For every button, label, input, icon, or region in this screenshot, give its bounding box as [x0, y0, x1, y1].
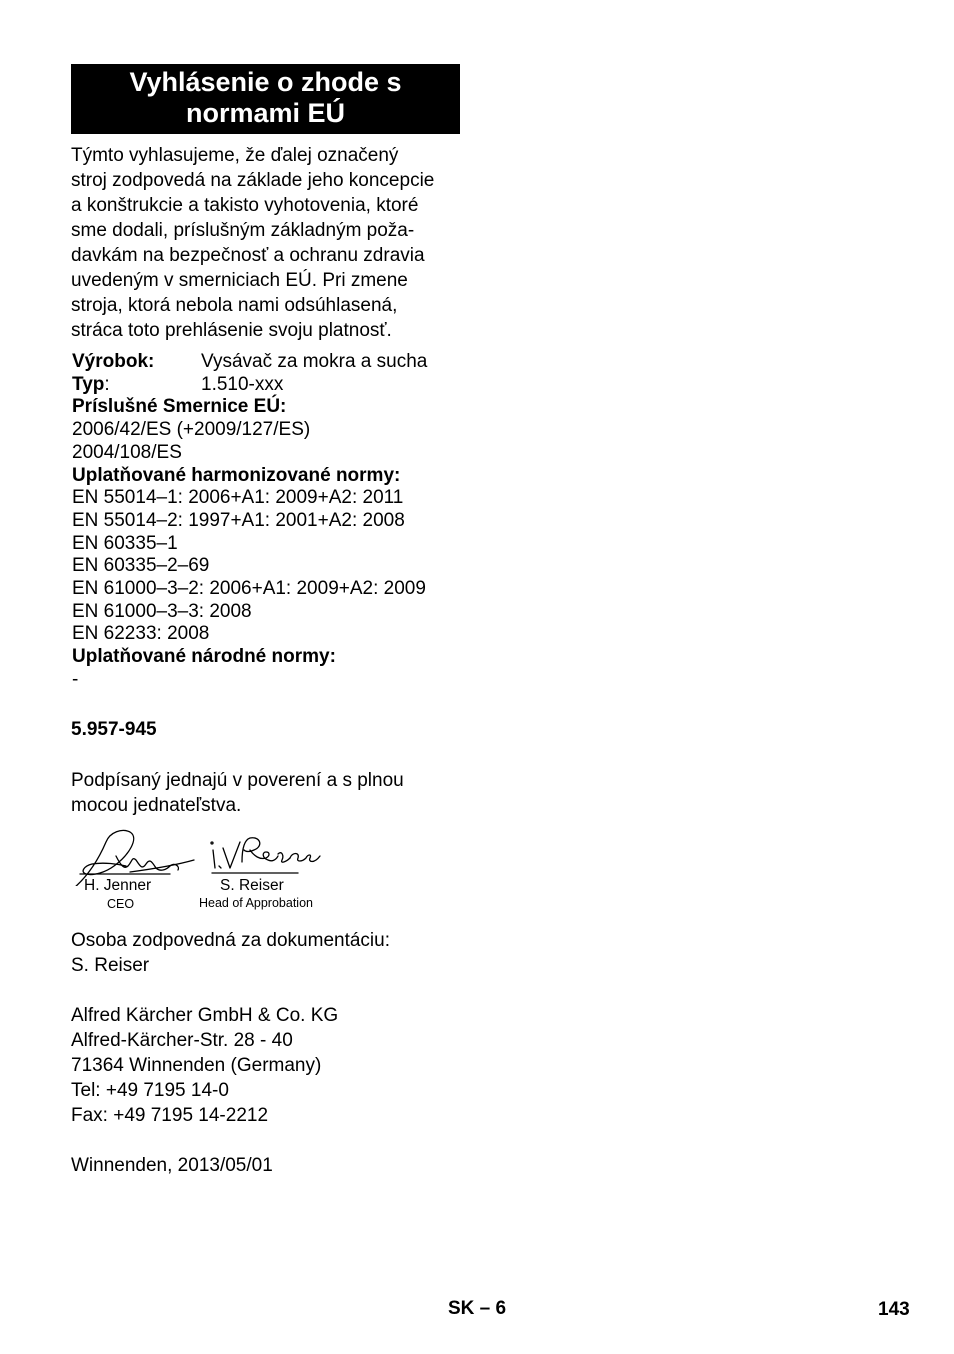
type-value: 1.510-xxx: [201, 373, 284, 395]
standard-item: EN 61000–3–3: 2008: [72, 600, 252, 622]
text-line: stroja, ktorá nebola nami odsúhlasená,: [71, 295, 398, 316]
text-line: stroj zodpovedá na základe jeho koncepcie: [71, 170, 435, 191]
national-value: -: [72, 668, 79, 690]
national-label: Uplatňované národné normy:: [72, 646, 336, 668]
product-details: [72, 351, 472, 692]
standard-item: EN 55014–2: 1997+A1: 2001+A2: 2008: [72, 509, 405, 531]
type-row: [72, 374, 472, 397]
page-number: 143: [878, 1299, 910, 1320]
address-line: Tel: +49 7195 14-0: [71, 1080, 229, 1101]
responsible-name: S. Reiser: [71, 955, 150, 976]
standard-item: EN 60335–2–69: [72, 555, 210, 577]
text-line: davkám na bezpečnosť a ochranu zdravia: [71, 245, 425, 266]
standard-item: EN 60335–1: [72, 532, 178, 554]
directive-item: 2006/42/ES (+2009/127/ES): [72, 419, 311, 441]
text-line: uvedeným v smerniciach EÚ. Pri zmene: [71, 270, 408, 291]
signature-reiser: [211, 838, 320, 873]
signatures: [70, 826, 340, 918]
standard-item: EN 62233: 2008: [72, 623, 210, 645]
page-title: [71, 64, 460, 134]
standard-item: EN 61000–3–2: 2006+A1: 2009+A2: 2009: [72, 578, 426, 600]
product-label: Výrobok:: [72, 351, 155, 372]
product-value: Vysávač za mokra a sucha: [201, 351, 428, 372]
signed-statement: [71, 768, 404, 818]
company-address: [71, 1003, 338, 1128]
directives-label: Príslušné Smernice EÚ:: [72, 396, 287, 418]
address-line: 71364 Winnenden (Germany): [71, 1055, 322, 1076]
signatory-role-reiser: Head of Approbation: [199, 896, 313, 910]
product-row: [72, 351, 472, 374]
address-line: Fax: +49 7195 14-2212: [71, 1105, 269, 1126]
order-number: 5.957-945: [71, 719, 157, 740]
signatory-role-jenner: CEO: [107, 897, 135, 911]
type-label: Typ: [72, 373, 105, 395]
declaration-text: [71, 143, 463, 343]
text-line: sme dodali, príslušným základným poža-: [71, 220, 415, 241]
text-line: Týmto vyhlasujeme, že ďalej označený: [71, 145, 399, 166]
page-title-line-2: normami EÚ: [185, 98, 346, 128]
place-date: Winnenden, 2013/05/01: [71, 1155, 273, 1176]
text-line: Podpísaný jednajú v poverení a s plnou: [71, 770, 404, 791]
harmonized-label: Uplatňované harmonizované normy:: [72, 464, 401, 486]
text-line: mocou jednateľstva.: [71, 795, 242, 816]
signatory-name-reiser: S. Reiser: [220, 877, 284, 894]
documentation-responsible: [71, 928, 390, 978]
address-line: Alfred Kärcher GmbH & Co. KG: [71, 1005, 339, 1026]
text-line: stráca toto prehlásenie svoju platnosť.: [71, 320, 392, 341]
responsible-label: Osoba zodpovedná za dokumentáciu:: [71, 930, 390, 951]
footer-section: SK – 6: [448, 1298, 507, 1319]
page-title-line-1: Vyhlásenie o zhode s: [129, 67, 402, 97]
address-line: Alfred-Kärcher-Str. 28 - 40: [71, 1030, 293, 1051]
directive-item: 2004/108/ES: [72, 441, 182, 463]
signatory-name-jenner: H. Jenner: [84, 877, 152, 894]
text-line: a konštrukcie a takisto vyhotovenia, ktoré: [71, 195, 419, 216]
type-colon: :: [104, 373, 110, 395]
standard-item: EN 55014–1: 2006+A1: 2009+A2: 2011: [72, 487, 404, 509]
